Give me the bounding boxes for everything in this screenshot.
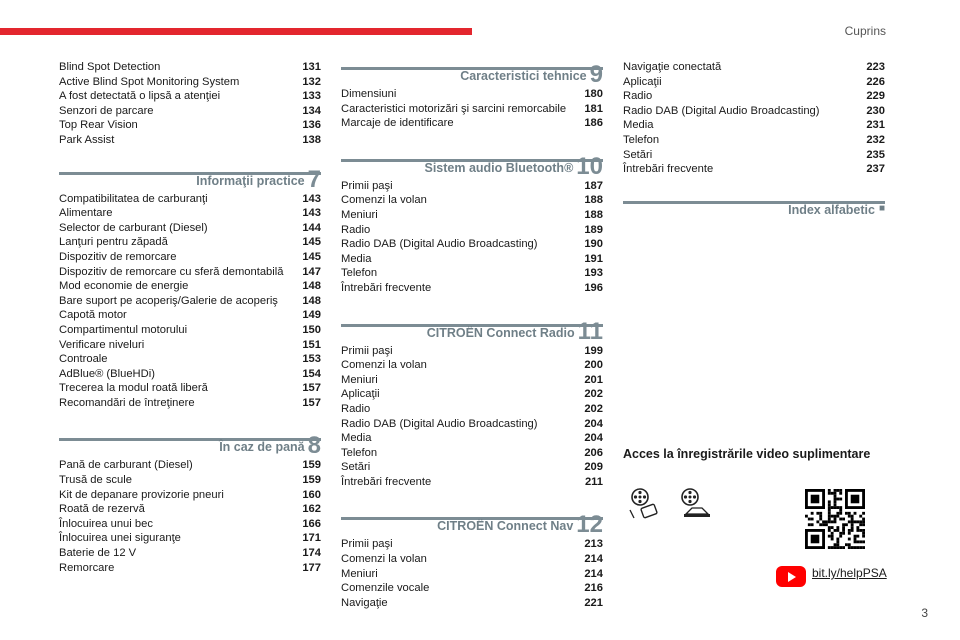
section-title[interactable] bbox=[460, 61, 603, 88]
toc-entry-label: Întrebări frecvente bbox=[341, 475, 432, 488]
toc-entry-list bbox=[59, 458, 321, 575]
toc-entry-page: 144 bbox=[302, 221, 321, 234]
toc-entry-page: 133 bbox=[302, 90, 321, 103]
toc-column-1 bbox=[59, 60, 321, 579]
toc-entry[interactable] bbox=[59, 118, 321, 133]
toc-entry-page: 189 bbox=[584, 223, 603, 236]
toc-entry-label: Alimentare bbox=[59, 207, 113, 220]
video-section-title: Acces la înregistrările video suplimentare bbox=[623, 447, 871, 461]
section-number: 12 bbox=[576, 511, 603, 539]
toc-entry-page: 187 bbox=[584, 179, 603, 192]
toc-entry[interactable] bbox=[341, 567, 603, 582]
toc-entry-page: 149 bbox=[302, 309, 321, 322]
toc-entry-page: 209 bbox=[584, 461, 603, 474]
toc-entry-page: 157 bbox=[302, 396, 321, 409]
toc-entry-label: Dispozitiv de remorcare bbox=[59, 250, 177, 263]
toc-entry-label: Navigaţie bbox=[341, 596, 388, 609]
toc-entry-label: Mod economie de energie bbox=[59, 280, 189, 293]
section-title-text: CITROËN Connect Radio bbox=[426, 325, 575, 340]
toc-entry-label: Lanţuri pentru zăpadă bbox=[59, 236, 168, 249]
toc-entry-label: Active Blind Spot Monitoring System bbox=[59, 75, 240, 88]
section-number: 7 bbox=[307, 165, 321, 193]
toc-entry-label: Marcaje de identificare bbox=[341, 117, 454, 130]
section-title[interactable] bbox=[196, 165, 321, 193]
toc-entry-label: Setări bbox=[341, 461, 371, 474]
toc-entry-label: Top Rear Vision bbox=[59, 119, 138, 132]
toc-entry-page: 200 bbox=[584, 359, 603, 372]
toc-entry-page: 138 bbox=[302, 133, 321, 146]
toc-entry-page: 199 bbox=[584, 344, 603, 357]
section-header bbox=[341, 57, 603, 87]
toc-entry-page: 160 bbox=[302, 488, 321, 501]
toc-entry[interactable] bbox=[623, 148, 885, 163]
toc-entry[interactable] bbox=[341, 193, 603, 208]
toc-entry-label: Comenzi la volan bbox=[341, 553, 427, 566]
index-section-header bbox=[623, 191, 885, 221]
toc-entry[interactable] bbox=[341, 475, 603, 490]
toc-entry[interactable] bbox=[59, 338, 321, 353]
toc-entry-label: Comenzi la volan bbox=[341, 194, 427, 207]
toc-entry[interactable] bbox=[59, 473, 321, 488]
section-title-text: Sistem audio Bluetooth® bbox=[424, 160, 574, 175]
section-title[interactable] bbox=[424, 152, 603, 180]
toc-entry[interactable] bbox=[59, 250, 321, 265]
toc-entry[interactable] bbox=[341, 431, 603, 446]
toc-entry-page: 190 bbox=[584, 238, 603, 251]
section-header bbox=[341, 507, 603, 537]
toc-entry-page: 214 bbox=[584, 553, 603, 566]
toc-entry-page: 143 bbox=[302, 192, 321, 205]
toc-entry[interactable] bbox=[59, 75, 321, 90]
square-bullet-icon: ■ bbox=[878, 202, 885, 214]
toc-entry-page: 136 bbox=[302, 119, 321, 132]
toc-entry[interactable] bbox=[59, 104, 321, 119]
toc-entry[interactable] bbox=[341, 102, 603, 117]
toc-entry-label: Radio bbox=[341, 402, 371, 415]
toc-entry[interactable] bbox=[59, 294, 321, 309]
toc-entry-label: Comenzi la volan bbox=[341, 359, 427, 372]
toc-entry-label: Pană de carburant (Diesel) bbox=[59, 459, 193, 472]
toc-entry-page: 235 bbox=[866, 148, 885, 161]
toc-entry-label: Senzori de parcare bbox=[59, 104, 154, 117]
toc-entry-label: Compartimentul motorului bbox=[59, 323, 188, 336]
toc-entry[interactable] bbox=[59, 133, 321, 148]
toc-entry[interactable] bbox=[59, 352, 321, 367]
toc-entry-page: 188 bbox=[584, 208, 603, 221]
toc-entry-page: 157 bbox=[302, 382, 321, 395]
section-header bbox=[341, 149, 603, 179]
toc-entry-page: 154 bbox=[302, 367, 321, 380]
toc-entry[interactable] bbox=[623, 60, 885, 75]
toc-entry-page: 193 bbox=[584, 267, 603, 280]
toc-entry[interactable] bbox=[341, 402, 603, 417]
toc-entry[interactable] bbox=[341, 223, 603, 238]
header-red-bar bbox=[0, 28, 472, 35]
toc-entry[interactable] bbox=[59, 488, 321, 503]
toc-entry-label: Setări bbox=[623, 148, 653, 161]
toc-entry-page: 166 bbox=[302, 517, 321, 530]
section-title-text: Informaţii practice bbox=[196, 173, 305, 188]
toc-entry-page: 230 bbox=[866, 104, 885, 117]
toc-entry-list bbox=[341, 344, 603, 490]
toc-entry-page: 132 bbox=[302, 75, 321, 88]
section-title-text: În caz de pană bbox=[219, 440, 305, 455]
toc-entry[interactable] bbox=[341, 87, 603, 102]
toc-entry-label: Media bbox=[341, 252, 372, 265]
section-number: 9 bbox=[589, 61, 603, 88]
toc-entry-label: Media bbox=[341, 432, 372, 445]
toc-entry-label: Caracteristici motorizări şi sarcini remorcabile bbox=[341, 102, 567, 115]
toc-entry-label: Primii paşi bbox=[341, 179, 393, 192]
toc-entry[interactable] bbox=[59, 517, 321, 532]
toc-entry-page: 145 bbox=[302, 250, 321, 263]
toc-entry-label: Radio DAB (Digital Audio Broadcasting) bbox=[341, 238, 538, 251]
toc-section bbox=[59, 162, 321, 411]
toc-entry-page: 150 bbox=[302, 323, 321, 336]
toc-entry-list bbox=[341, 87, 603, 131]
toc-entry[interactable] bbox=[623, 133, 885, 148]
toc-entry[interactable] bbox=[59, 531, 321, 546]
toc-entry-label: Baterie de 12 V bbox=[59, 547, 137, 560]
toc-entry-label: Remorcare bbox=[59, 561, 115, 574]
toc-entry-label: Primii paşi bbox=[341, 538, 393, 551]
toc-entry-label: Radio DAB (Digital Audio Broadcasting) bbox=[623, 104, 820, 117]
toc-entry-page: 153 bbox=[302, 353, 321, 366]
toc-entry[interactable] bbox=[59, 308, 321, 323]
toc-entry[interactable] bbox=[59, 235, 321, 250]
toc-entry[interactable] bbox=[59, 396, 321, 411]
toc-entry-list bbox=[341, 179, 603, 296]
toc-entry[interactable] bbox=[341, 552, 603, 567]
toc-entry-page: 202 bbox=[584, 388, 603, 401]
toc-entry-label: Întrebări frecvente bbox=[623, 163, 714, 176]
section-title[interactable] bbox=[437, 511, 603, 539]
toc-entry-label: Aplicaţii bbox=[341, 388, 380, 401]
toc-section bbox=[341, 57, 603, 131]
toc-entry[interactable] bbox=[59, 221, 321, 236]
toc-entry-label: Park Assist bbox=[59, 133, 115, 146]
toc-entry-page: 147 bbox=[302, 265, 321, 278]
toc-entry-label: Selector de carburant (Diesel) bbox=[59, 221, 208, 234]
toc-entry-page: 159 bbox=[302, 474, 321, 487]
toc-entry-page: 159 bbox=[302, 459, 321, 472]
toc-entry-label: Meniuri bbox=[341, 373, 378, 386]
toc-entry-label: Trusă de scule bbox=[59, 474, 132, 487]
toc-entry-label: Telefon bbox=[623, 133, 660, 146]
toc-entry-label: Radio bbox=[623, 90, 653, 103]
toc-entry-label: Înlocuirea unei siguranţe bbox=[59, 532, 181, 545]
section-number: 10 bbox=[576, 152, 603, 180]
toc-entry-page: 148 bbox=[302, 280, 321, 293]
toc-entry[interactable] bbox=[341, 596, 603, 611]
index-title-text: Index alfabetic bbox=[788, 202, 875, 217]
toc-entry-label: Compatibilitatea de carburanţi bbox=[59, 192, 208, 205]
toc-entry-page: 180 bbox=[584, 88, 603, 100]
toc-entry-page: 177 bbox=[302, 561, 321, 574]
toc-entry-label: Primii paşi bbox=[341, 344, 393, 357]
toc-entry[interactable] bbox=[623, 75, 885, 90]
toc-entry-label: Kit de depanare provizorie pneuri bbox=[59, 488, 224, 501]
toc-entry[interactable] bbox=[59, 546, 321, 561]
toc-entry-page: 181 bbox=[584, 102, 603, 115]
toc-entry-page: 188 bbox=[584, 194, 603, 207]
toc-entry-label: Blind Spot Detection bbox=[59, 61, 161, 73]
toc-entry[interactable] bbox=[341, 266, 603, 281]
toc-entry[interactable] bbox=[59, 367, 321, 382]
toc-section bbox=[341, 149, 603, 296]
toc-entry[interactable] bbox=[341, 179, 603, 194]
film-reel-car-icon bbox=[678, 488, 712, 527]
toc-entry-page: 174 bbox=[302, 547, 321, 560]
toc-entry[interactable] bbox=[341, 358, 603, 373]
toc-entry[interactable] bbox=[623, 118, 885, 133]
toc-entry-label: Telefon bbox=[341, 267, 378, 280]
toc-entry-label: AdBlue® (BlueHDi) bbox=[59, 367, 155, 380]
page-number: 3 bbox=[921, 606, 928, 620]
toc-entry-page: 186 bbox=[584, 117, 603, 130]
toc-entry[interactable] bbox=[341, 116, 603, 131]
toc-entry-label: A fost detectată o lipsă a atenţiei bbox=[59, 90, 221, 103]
toc-column-3 bbox=[623, 60, 885, 221]
toc-entry-page: 232 bbox=[866, 133, 885, 146]
toc-entry[interactable] bbox=[59, 381, 321, 396]
toc-entry[interactable] bbox=[341, 387, 603, 402]
toc-entry-page: 204 bbox=[584, 432, 603, 445]
toc-entry[interactable] bbox=[59, 192, 321, 207]
section-number: 8 bbox=[307, 432, 321, 460]
toc-entry-page: 145 bbox=[302, 236, 321, 249]
toc-entry[interactable] bbox=[59, 265, 321, 280]
toc-entry-list bbox=[623, 60, 885, 177]
toc-entry-label: Radio bbox=[341, 223, 371, 236]
toc-entry-list bbox=[341, 537, 603, 610]
toc-entry-label: Dispozitiv de remorcare cu sferă demontabilă bbox=[59, 265, 284, 278]
toc-entry-label: Bare suport pe acoperiş/Galerie de acoperiş bbox=[59, 294, 278, 307]
toc-entry-page: 223 bbox=[866, 61, 885, 73]
toc-entry-page: 213 bbox=[584, 538, 603, 551]
toc-entry[interactable] bbox=[341, 281, 603, 296]
toc-entry-page: 171 bbox=[302, 532, 321, 545]
toc-entry-page: 202 bbox=[584, 402, 603, 415]
toc-entry[interactable] bbox=[341, 460, 603, 475]
toc-entry[interactable] bbox=[623, 162, 885, 177]
toc-entry[interactable] bbox=[59, 60, 321, 75]
toc-entry-page: 231 bbox=[866, 119, 885, 132]
toc-entry-label: Trecerea la modul roată liberă bbox=[59, 382, 208, 395]
toc-entry[interactable] bbox=[59, 502, 321, 517]
index-title[interactable] bbox=[788, 203, 885, 217]
toc-entry-label: Capotă motor bbox=[59, 309, 127, 322]
toc-entry[interactable] bbox=[341, 537, 603, 552]
toc-entry[interactable] bbox=[341, 417, 603, 432]
toc-section bbox=[59, 428, 321, 575]
toc-entry-label: Media bbox=[623, 119, 654, 132]
toc-entry-page: 131 bbox=[302, 61, 321, 73]
toc-entry-label: Meniuri bbox=[341, 208, 378, 221]
toc-entry-label: Roată de rezervă bbox=[59, 503, 145, 516]
toc-entry[interactable] bbox=[341, 373, 603, 388]
toc-entry[interactable] bbox=[341, 208, 603, 223]
toc-entry-page: 206 bbox=[584, 446, 603, 459]
toc-entry[interactable] bbox=[341, 237, 603, 252]
toc-entry[interactable] bbox=[341, 252, 603, 267]
section-header bbox=[341, 314, 603, 344]
toc-entry-label: Radio DAB (Digital Audio Broadcasting) bbox=[341, 417, 538, 430]
toc-entry-page: 196 bbox=[584, 281, 603, 294]
toc-entry[interactable] bbox=[341, 344, 603, 359]
toc-entry-page: 211 bbox=[584, 475, 603, 488]
toc-entry[interactable] bbox=[59, 561, 321, 576]
help-link[interactable]: bit.ly/helpPSA bbox=[812, 566, 887, 580]
toc-entry-page: 151 bbox=[302, 338, 321, 351]
section-header bbox=[59, 162, 321, 192]
toc-entry[interactable] bbox=[59, 206, 321, 221]
toc-entry-page: 143 bbox=[302, 207, 321, 220]
toc-entry-label: Verificare niveluri bbox=[59, 338, 145, 351]
toc-entry-label: Meniuri bbox=[341, 567, 378, 580]
toc-entry-page: 226 bbox=[866, 75, 885, 88]
toc-entry-label: Recomandări de întreţinere bbox=[59, 396, 195, 409]
toc-entry-page: 229 bbox=[866, 90, 885, 103]
toc-entry-label: Navigaţie conectată bbox=[623, 61, 722, 73]
section-title[interactable] bbox=[219, 432, 321, 460]
film-reel-tablet-icon bbox=[628, 488, 660, 525]
toc-entry[interactable] bbox=[59, 279, 321, 294]
toc-entry-label: Comenzile vocale bbox=[341, 582, 430, 595]
toc-entry-label: Întrebări frecvente bbox=[341, 281, 432, 294]
toc-column-2 bbox=[341, 57, 603, 614]
toc-entry-label: Telefon bbox=[341, 446, 378, 459]
toc-entry-page: 148 bbox=[302, 294, 321, 307]
qr-code-icon bbox=[805, 489, 865, 549]
toc-entry-list bbox=[59, 60, 321, 148]
toc-entry-label: Înlocuirea unui bec bbox=[59, 517, 153, 530]
toc-entry-page: 221 bbox=[584, 596, 603, 609]
section-header bbox=[59, 428, 321, 458]
toc-section bbox=[341, 507, 603, 610]
section-title-text: CITROËN Connect Nav bbox=[437, 519, 574, 534]
toc-entry[interactable] bbox=[59, 89, 321, 104]
toc-section bbox=[341, 314, 603, 490]
toc-entry-list bbox=[59, 192, 321, 411]
toc-entry-page: 134 bbox=[302, 104, 321, 117]
toc-entry-page: 237 bbox=[866, 163, 885, 176]
toc-entry-page: 216 bbox=[584, 582, 603, 595]
toc-entry-page: 214 bbox=[584, 567, 603, 580]
toc-entry-page: 201 bbox=[584, 373, 603, 386]
toc-entry-page: 162 bbox=[302, 503, 321, 516]
toc-entry[interactable] bbox=[59, 458, 321, 473]
section-title[interactable] bbox=[426, 317, 603, 345]
toc-entry-page: 191 bbox=[584, 252, 603, 265]
toc-entry[interactable] bbox=[341, 581, 603, 596]
youtube-icon bbox=[776, 566, 806, 587]
toc-entry-label: Aplicaţii bbox=[623, 75, 662, 88]
toc-entry[interactable] bbox=[59, 323, 321, 338]
toc-entry[interactable] bbox=[341, 446, 603, 461]
toc-entry[interactable] bbox=[623, 104, 885, 119]
section-number: 11 bbox=[577, 317, 603, 345]
toc-entry-page: 204 bbox=[584, 417, 603, 430]
section-title-text: Caracteristici tehnice bbox=[460, 69, 587, 83]
page-header-title: Cuprins bbox=[844, 24, 886, 38]
toc-entry-label: Dimensiuni bbox=[341, 88, 397, 100]
toc-entry[interactable] bbox=[623, 89, 885, 104]
toc-entry-label: Controale bbox=[59, 353, 108, 366]
